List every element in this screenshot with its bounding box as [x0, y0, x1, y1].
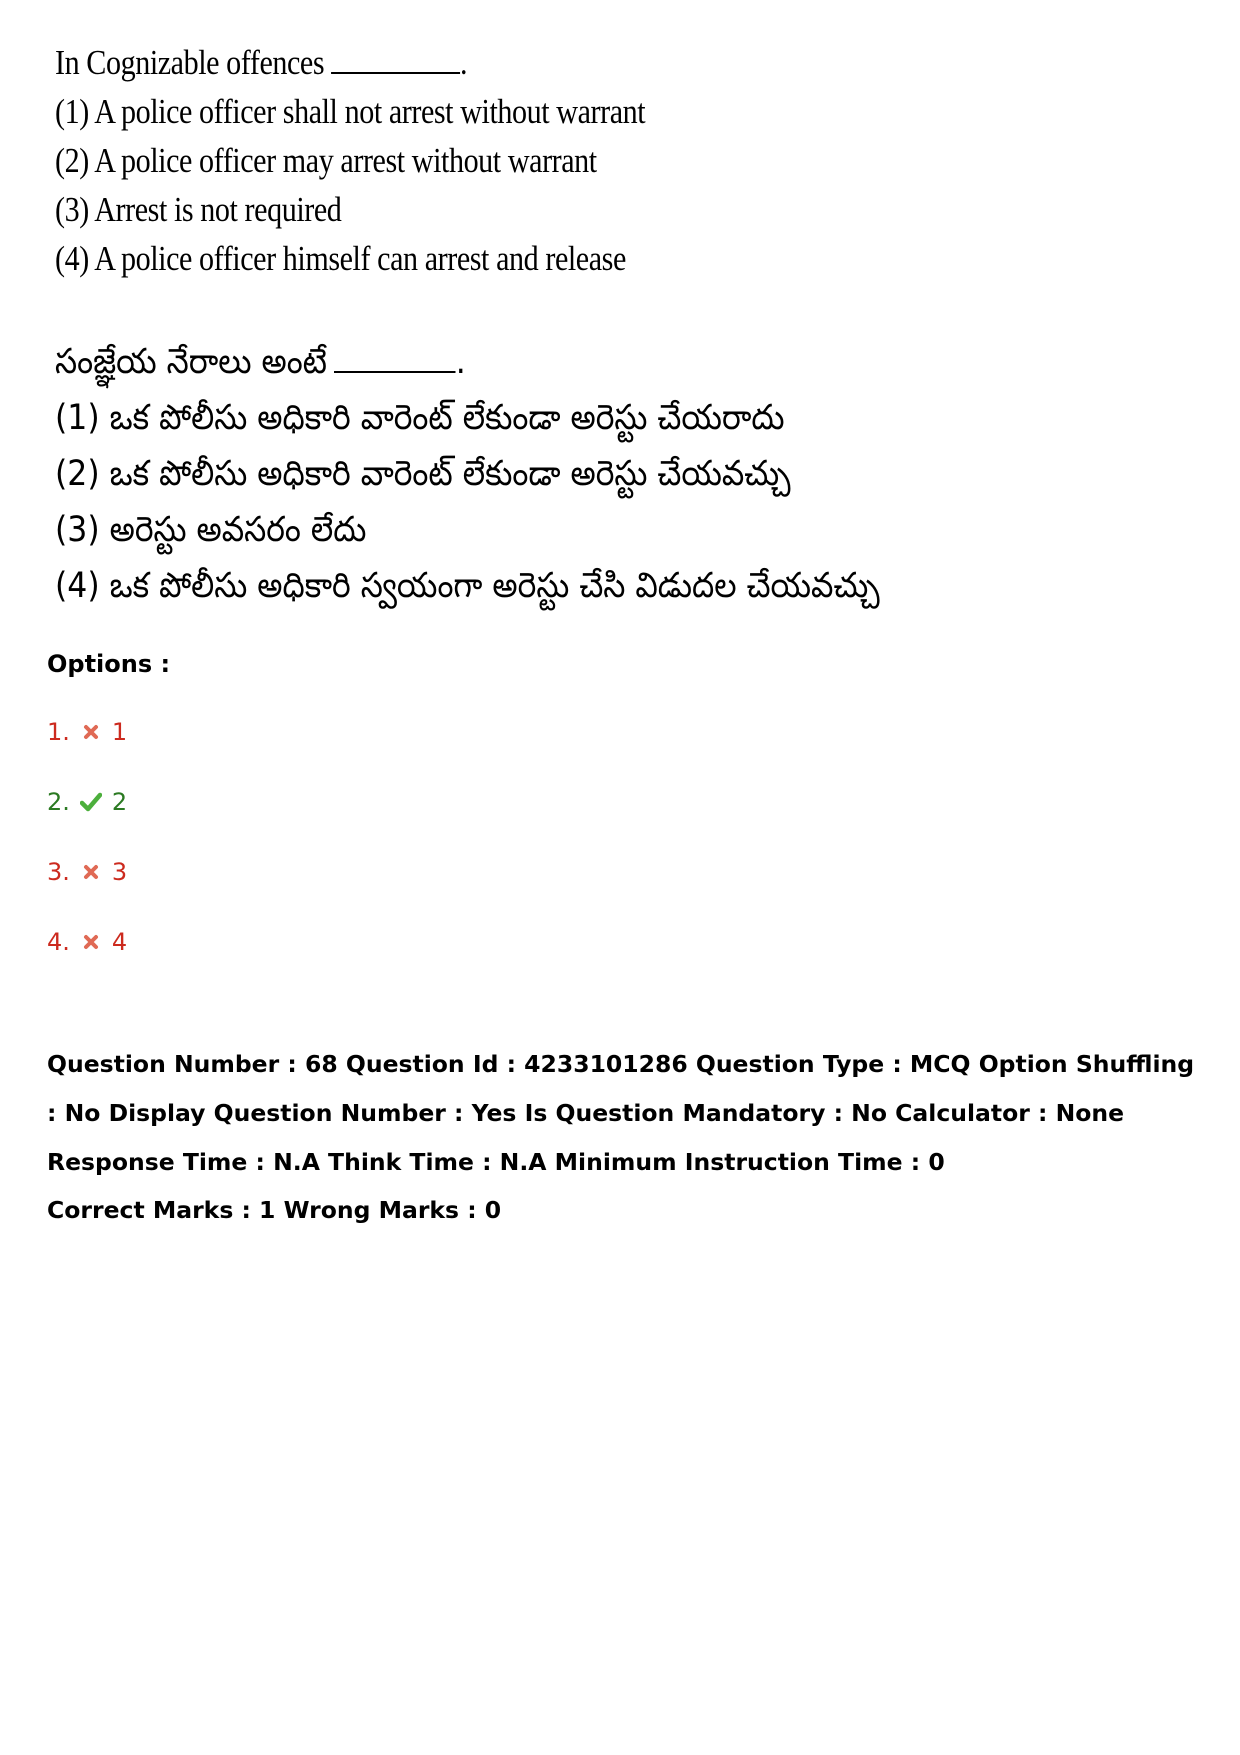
answer-option-4 — [47, 928, 127, 956]
question-option-te-2: (2) ఒక పోలీసు అధికారి వారెంట్ లేకుండా అరెస్టు చేయవచ్చు — [55, 454, 791, 494]
option-number: 4. — [47, 928, 70, 956]
question-option-en-2: (2) A police officer may arrest without warrant — [55, 141, 597, 180]
option-number: 3. — [47, 858, 70, 886]
answer-option-2 — [47, 788, 127, 816]
stem-period: . — [460, 43, 468, 82]
option-number: 1. — [47, 718, 70, 746]
option-value: 4 — [111, 928, 128, 956]
answer-option-3 — [47, 858, 127, 886]
check-icon — [80, 791, 102, 813]
question-option-en-4: (4) A police officer himself can arrest and release — [55, 239, 626, 278]
question-stem-text: In Cognizable offences — [55, 43, 325, 82]
stem-period-te: . — [455, 342, 466, 382]
question-option-en-3: (3) Arrest is not required — [55, 190, 342, 229]
question-stem-en — [55, 38, 812, 87]
question-stem-te — [55, 334, 865, 390]
answer-blank-te — [334, 343, 456, 373]
question-english — [55, 38, 812, 283]
marks-info: Correct Marks : 1 Wrong Marks : 0 — [47, 1196, 502, 1224]
option-value: 2 — [111, 788, 128, 816]
question-option-te-3: (3) అరెస్టు అవసరం లేదు — [55, 510, 367, 550]
cross-icon — [80, 721, 102, 743]
option-value: 3 — [111, 858, 128, 886]
answer-blank — [331, 44, 460, 74]
option-value: 1 — [111, 718, 128, 746]
question-telugu — [55, 334, 880, 614]
question-option-te-4: (4) ఒక పోలీసు అధికారి స్వయంగా అరెస్టు చేసి విడుదల చేయవచ్చు — [55, 566, 880, 606]
question-option-en-1: (1) A police officer shall not arrest without warrant — [55, 92, 646, 131]
question-stem-te-text: సంజ్ఞేయ నేరాలు అంటే — [55, 342, 327, 382]
answer-option-1 — [47, 718, 127, 746]
cross-icon — [80, 861, 102, 883]
cross-icon — [80, 931, 102, 953]
question-option-te-1: (1) ఒక పోలీసు అధికారి వారెంట్ లేకుండా అరెస్టు చేయరాదు — [55, 398, 785, 438]
options-heading: Options : — [47, 650, 171, 678]
question-metadata: Question Number : 68 Question Id : 4233101286 Question Type : MCQ Option Shuffling : No Display Question Number : Yes Is Question Mandatory : No Calculator : None Response Time : N.A Think Time : N.A Minimum Instruction Time : 0 — [47, 1050, 1195, 1176]
option-number: 2. — [47, 788, 70, 816]
